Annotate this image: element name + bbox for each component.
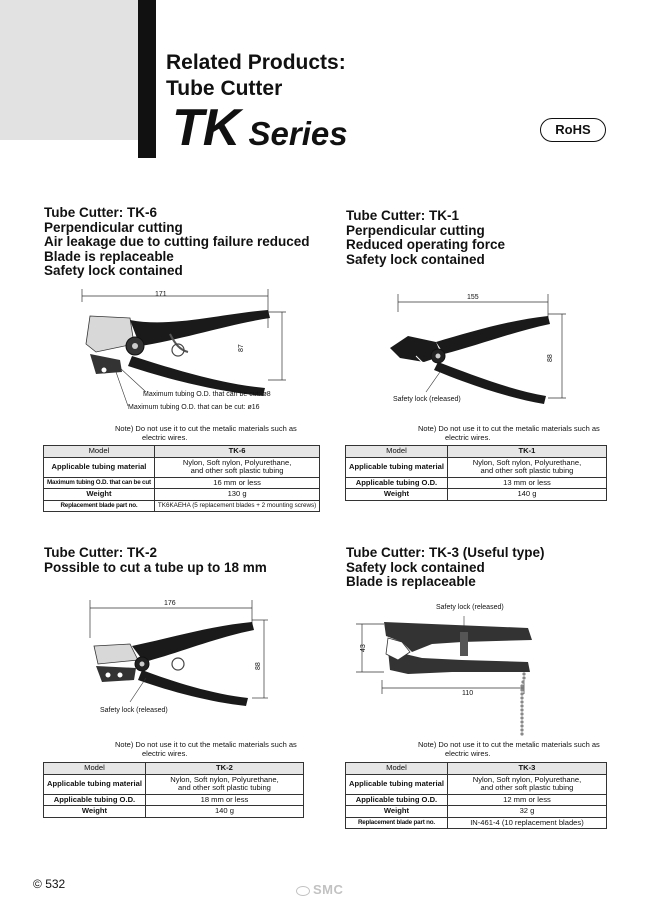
table-header-cell: TK-1: [447, 446, 606, 458]
smc-logo: [296, 882, 343, 897]
page-number: [33, 877, 65, 891]
tk6-dim-width: 171: [155, 291, 167, 298]
tk1-dim-height: 88: [547, 354, 554, 362]
table-cell-value: TK6KAEHA (5 replacement blades + 2 mounting screws): [154, 500, 319, 512]
header-black-bar: [138, 0, 156, 158]
series-code: TK: [172, 99, 240, 157]
series-word: Series: [239, 115, 348, 152]
copyright-symbol: ©: [33, 877, 42, 891]
title-line: Blade is replaceable: [44, 248, 174, 264]
title-line: Perpendicular cutting: [346, 222, 485, 238]
tk6-callout-16: Maximum tubing O.D. that can be cut: ø16: [128, 404, 260, 411]
table-row: [346, 774, 607, 794]
tk6-title: [44, 206, 310, 279]
table-row: [44, 500, 320, 512]
tk2-title: [44, 546, 267, 575]
tk3-note: [418, 741, 600, 758]
table-header-cell: Model: [346, 763, 448, 775]
tk6-spec-table: [43, 445, 320, 512]
table-cell-label: Weight: [44, 489, 155, 501]
table-cell-label: Weight: [44, 806, 146, 818]
note-line: Note) Do not use it to cut the metalic materials such as: [115, 740, 297, 749]
table-row: [346, 806, 607, 818]
title-line: Tube Cutter: TK-6: [44, 205, 157, 220]
title-line: Possible to cut a tube up to 18 mm: [44, 559, 267, 575]
tk1-dim-width: 155: [467, 294, 479, 301]
table-cell-label: Applicable tubing material: [346, 774, 448, 794]
table-row: [44, 457, 320, 477]
title-line: Tube Cutter: TK-2: [44, 545, 157, 560]
table-cell-value: 16 mm or less: [154, 477, 319, 489]
table-cell-label: Replacement blade part no.: [346, 817, 448, 829]
tk3-callout-safety-lock: Safety lock (released): [436, 604, 504, 611]
title-line: Safety lock contained: [44, 263, 183, 278]
table-row: [346, 489, 607, 501]
table-cell-label: Maximum tubing O.D. that can be cut: [44, 477, 155, 489]
table-header-row: [44, 763, 304, 775]
note-line: Note) Do not use it to cut the metalic materials such as: [418, 740, 600, 749]
note-line: electric wires.: [445, 748, 491, 758]
header-grey-block: [0, 0, 138, 140]
page-title-line1: Related Products:: [166, 51, 346, 74]
table-header-row: [346, 446, 607, 458]
table-cell-label: Applicable tubing O.D.: [346, 794, 448, 806]
tk3-dim-height: 43: [360, 644, 367, 652]
table-row: [44, 794, 304, 806]
table-cell-label: Applicable tubing O.D.: [44, 794, 146, 806]
tk2-spec-table: [43, 762, 304, 818]
table-header-row: [346, 763, 607, 775]
table-cell-value: 13 mm or less: [447, 477, 606, 489]
tk6-drawing: [60, 288, 330, 418]
tk6-note: [115, 425, 297, 442]
table-cell-value: 18 mm or less: [145, 794, 303, 806]
table-cell-label: Weight: [346, 806, 448, 818]
table-row: [346, 794, 607, 806]
note-line: Note) Do not use it to cut the metalic materials such as: [418, 424, 600, 433]
tk2-note: [115, 741, 297, 758]
page-number-value: 532: [45, 877, 66, 891]
table-cell-value: 140 g: [447, 489, 606, 501]
table-row: [346, 477, 607, 489]
tk1-spec-table: [345, 445, 607, 501]
table-cell-value: 140 g: [145, 806, 303, 818]
table-header-row: [44, 446, 320, 458]
table-row: [346, 457, 607, 477]
title-line: Blade is replaceable: [346, 574, 476, 589]
tk3-spec-table: [345, 762, 607, 829]
page-title-line2: Tube Cutter: [166, 77, 283, 100]
note-line: Note) Do not use it to cut the metalic materials such as: [115, 424, 297, 433]
table-cell-value: Nylon, Soft nylon, Polyurethane, and other soft plastic tubing: [145, 774, 303, 794]
table-cell-label: Applicable tubing material: [44, 774, 146, 794]
table-cell-label: Applicable tubing O.D.: [346, 477, 448, 489]
title-line: Air leakage due to cutting failure reduced: [44, 234, 310, 249]
table-header-cell: Model: [44, 763, 146, 775]
tk1-title: [346, 209, 505, 267]
series-title: [172, 98, 348, 158]
table-row: [44, 477, 320, 489]
smc-logo-text: SMC: [313, 882, 344, 897]
table-cell-label: Replacement blade part no.: [44, 500, 155, 512]
table-cell-value: Nylon, Soft nylon, Polyurethane, and other soft plastic tubing: [447, 774, 606, 794]
note-line: electric wires.: [445, 432, 491, 442]
tk2-callout-safety-lock: Safety lock (released): [100, 707, 168, 714]
table-row: [44, 806, 304, 818]
table-cell-value: 32 g: [447, 806, 606, 818]
table-cell-label: Weight: [346, 489, 448, 501]
table-cell-label: Applicable tubing material: [346, 457, 448, 477]
table-cell-value: Nylon, Soft nylon, Polyurethane, and other soft plastic tubing: [447, 457, 606, 477]
title-line: Reduced operating force: [346, 237, 506, 252]
table-header-cell: Model: [44, 446, 155, 458]
table-header-cell: TK-2: [145, 763, 303, 775]
note-line: electric wires.: [142, 432, 188, 442]
table-cell-value: IN-461-4 (10 replacement blades): [447, 817, 606, 829]
table-row: [346, 817, 607, 829]
table-header-cell: Model: [346, 446, 448, 458]
tk3-drawing: [352, 612, 562, 742]
tk6-callout-8: Maximum tubing O.D. that can be cut: ø8: [143, 391, 271, 398]
tk3-dim-width: 110: [462, 690, 474, 697]
smc-logo-icon: [296, 886, 310, 896]
tk2-dim-height: 88: [255, 662, 262, 670]
title-line: Safety lock contained: [346, 251, 485, 267]
title-line: Safety lock contained: [346, 559, 485, 575]
table-cell-value: Nylon, Soft nylon, Polyurethane, and other soft plastic tubing: [154, 457, 319, 477]
table-cell-value: 12 mm or less: [447, 794, 606, 806]
title-line: Perpendicular cutting: [44, 219, 183, 235]
note-line: electric wires.: [142, 748, 188, 758]
table-row: [44, 774, 304, 794]
rohs-badge: RoHS: [540, 118, 606, 142]
table-header-cell: TK-6: [154, 446, 319, 458]
tk2-dim-width: 176: [164, 600, 176, 607]
title-line: Tube Cutter: TK-3 (Useful type): [346, 545, 545, 560]
table-cell-label: Applicable tubing material: [44, 457, 155, 477]
title-line: Tube Cutter: TK-1: [346, 208, 459, 223]
tk2-drawing: [80, 598, 280, 718]
tk1-note: [418, 425, 600, 442]
table-header-cell: TK-3: [447, 763, 606, 775]
table-cell-value: 130 g: [154, 489, 319, 501]
tk1-drawing: [380, 292, 580, 412]
table-row: [44, 489, 320, 501]
tk3-title: [346, 546, 545, 590]
tk6-dim-height: 87: [238, 344, 245, 352]
tk1-callout-safety-lock: Safety lock (released): [393, 396, 461, 403]
